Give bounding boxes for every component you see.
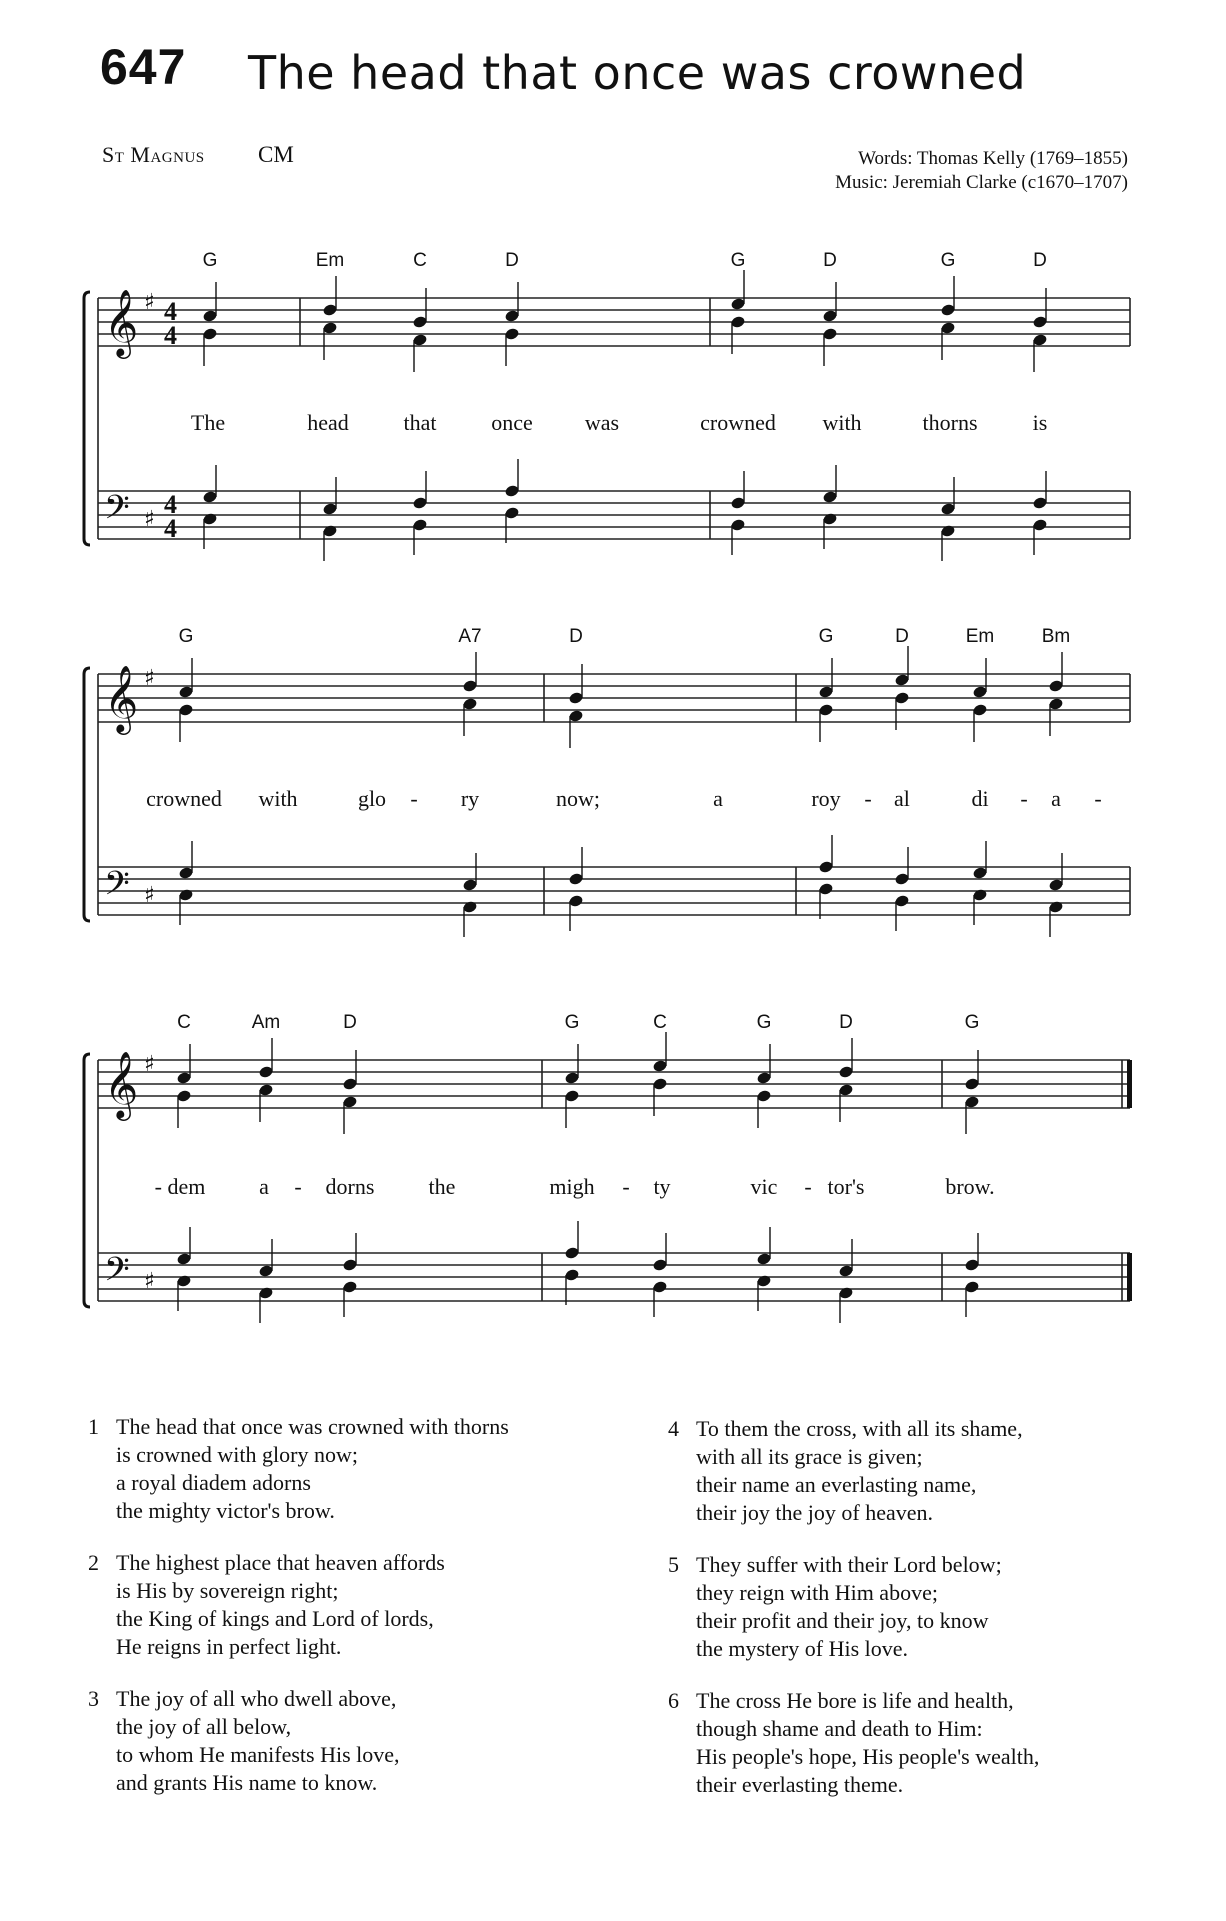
lyric-syllable: a <box>259 1174 269 1199</box>
lyric-syllable: crowned <box>700 410 776 435</box>
lyric-syllable: the <box>428 1174 456 1199</box>
verse-line: their profit and their joy, to know <box>696 1608 989 1633</box>
final-thick-bar-line <box>1127 1060 1132 1108</box>
key-sharp-icon: ♯ <box>144 1269 155 1294</box>
system-bracket <box>84 1054 90 1307</box>
chord-symbol: G <box>202 250 218 271</box>
verse-line: To them the cross, with all its shame, <box>696 1416 1023 1441</box>
chord-symbol: G <box>818 626 834 647</box>
verse-line: His people's hope, His people's wealth, <box>696 1744 1040 1769</box>
treble-clef-icon: 𝄞 <box>104 288 139 356</box>
lyric-syllable: that <box>403 410 437 435</box>
chord-symbol: A7 <box>458 626 482 647</box>
lyric-syllable: - <box>1094 786 1102 811</box>
verse-line: to whom He manifests His love, <box>116 1742 400 1767</box>
lyric-syllable: glo <box>357 786 387 811</box>
verse-number: 4 <box>668 1416 679 1441</box>
chord-symbol: D <box>839 1012 853 1033</box>
chord-symbol: G <box>964 1012 980 1033</box>
chord-symbol: D <box>343 1012 357 1033</box>
key-sharp-icon: ♯ <box>144 507 155 532</box>
verse-line: their name an everlasting name, <box>696 1472 977 1497</box>
lyric-syllable: now; <box>556 786 600 811</box>
lyric-syllable: ry <box>460 786 480 811</box>
treble-clef-icon: 𝄞 <box>104 1050 139 1118</box>
key-sharp-icon: ♯ <box>144 1052 155 1077</box>
chord-symbol: C <box>653 1012 667 1033</box>
chord-symbol: C <box>177 1012 191 1033</box>
lyric-syllable: - <box>804 1174 812 1199</box>
lyric-syllable: di <box>971 786 989 811</box>
bass-clef-icon: 𝄢 <box>104 1251 130 1297</box>
bass-clef-icon: 𝄢 <box>104 865 130 911</box>
verse-number: 5 <box>668 1552 679 1577</box>
lyric-syllable: - <box>410 786 418 811</box>
verse-line: They suffer with their Lord below; <box>696 1552 1002 1577</box>
lyric-syllable: vic <box>750 1174 778 1199</box>
lyric-syllable: crowned <box>146 786 222 811</box>
time-signature: 4 <box>164 514 177 543</box>
lyric-syllable: tor's <box>827 1174 865 1199</box>
chord-symbol: Bm <box>1041 626 1071 647</box>
lyric-syllable: - dem <box>154 1174 206 1199</box>
meter: CM <box>258 142 294 167</box>
verse-line: their joy the joy of heaven. <box>696 1500 934 1525</box>
verse-line: He reigns in perfect light. <box>116 1634 342 1659</box>
verse-line: though shame and death to Him: <box>696 1716 983 1741</box>
verse-line: and grants His name to know. <box>116 1770 378 1795</box>
time-signature: 4 <box>164 490 177 519</box>
verse-line: the joy of all below, <box>116 1714 292 1739</box>
chord-symbol: G <box>178 626 194 647</box>
chord-symbol: Em <box>965 626 995 647</box>
key-sharp-icon: ♯ <box>144 883 155 908</box>
lyric-syllable: migh <box>549 1174 595 1199</box>
lyric-syllable: is <box>1032 410 1048 435</box>
chord-symbol: D <box>505 250 519 271</box>
system-bracket <box>84 668 90 921</box>
lyric-syllable: with <box>258 786 298 811</box>
verse-number: 2 <box>88 1550 99 1575</box>
verse-line: is His by sovereign right; <box>116 1578 339 1603</box>
verse-line: they reign with Him above; <box>696 1580 938 1605</box>
chord-symbol: G <box>940 250 956 271</box>
verse-line: The cross He bore is life and health, <box>696 1688 1014 1713</box>
key-sharp-icon: ♯ <box>144 290 155 315</box>
treble-clef-icon: 𝄞 <box>104 664 139 732</box>
chord-symbol: C <box>413 250 427 271</box>
lyric-syllable: head <box>307 410 349 435</box>
verse-line: a royal diadem adorns <box>116 1470 311 1495</box>
verse-line: the King of kings and Lord of lords, <box>116 1606 434 1631</box>
verse-line: with all its grace is given; <box>696 1444 923 1469</box>
chord-symbol: D <box>569 626 583 647</box>
words-credit: Words: Thomas Kelly (1769–1855) <box>858 148 1128 169</box>
time-signature: 4 <box>164 321 177 350</box>
chord-symbol: Em <box>315 250 345 271</box>
lyric-syllable: al <box>894 786 910 811</box>
chord-symbol: G <box>730 250 746 271</box>
time-signature: 4 <box>164 297 177 326</box>
chord-symbol: D <box>1033 250 1047 271</box>
lyric-syllable: - <box>294 1174 302 1199</box>
verse-line: the mystery of His love. <box>696 1636 909 1661</box>
hymn-number: 647 <box>100 39 187 95</box>
lyric-syllable: brow. <box>945 1174 995 1199</box>
hymn-title: The head that once was crowned <box>248 46 1027 100</box>
verse-number: 6 <box>668 1688 679 1713</box>
tune-name: St Magnus <box>102 142 205 167</box>
chord-symbol: G <box>756 1012 772 1033</box>
lyric-syllable: thorns <box>922 410 978 435</box>
verse-number: 1 <box>88 1414 99 1439</box>
system-bracket <box>84 292 90 545</box>
lyric-syllable: - <box>622 1174 630 1199</box>
verse-line: their everlasting theme. <box>696 1772 904 1797</box>
chord-symbol: D <box>895 626 909 647</box>
lyric-syllable: with <box>822 410 862 435</box>
lyric-syllable: ty <box>653 1174 671 1199</box>
lyric-syllable: a <box>713 786 723 811</box>
verse-line: The highest place that heaven affords <box>116 1550 445 1575</box>
verse-number: 3 <box>88 1686 99 1711</box>
chord-symbol: Am <box>251 1012 281 1033</box>
chord-symbol: D <box>823 250 837 271</box>
final-thick-bar-line <box>1127 1253 1132 1301</box>
verse-line: The joy of all who dwell above, <box>116 1686 397 1711</box>
lyric-syllable: - <box>864 786 872 811</box>
verse-line: is crowned with glory now; <box>116 1442 358 1467</box>
key-sharp-icon: ♯ <box>144 666 155 691</box>
lyric-syllable: a <box>1051 786 1061 811</box>
music-credit: Music: Jeremiah Clarke (c1670–1707) <box>835 172 1128 193</box>
verse-line: The head that once was crowned with thorns <box>116 1414 509 1439</box>
bass-clef-icon: 𝄢 <box>104 489 130 535</box>
lyric-syllable: roy <box>811 786 841 811</box>
lyric-syllable: dorns <box>325 1174 375 1199</box>
lyric-syllable: - <box>1020 786 1028 811</box>
lyric-syllable: The <box>190 410 226 435</box>
verse-line: the mighty victor's brow. <box>116 1498 335 1523</box>
lyric-syllable: was <box>584 410 620 435</box>
lyric-syllable: once <box>491 410 533 435</box>
chord-symbol: G <box>564 1012 580 1033</box>
